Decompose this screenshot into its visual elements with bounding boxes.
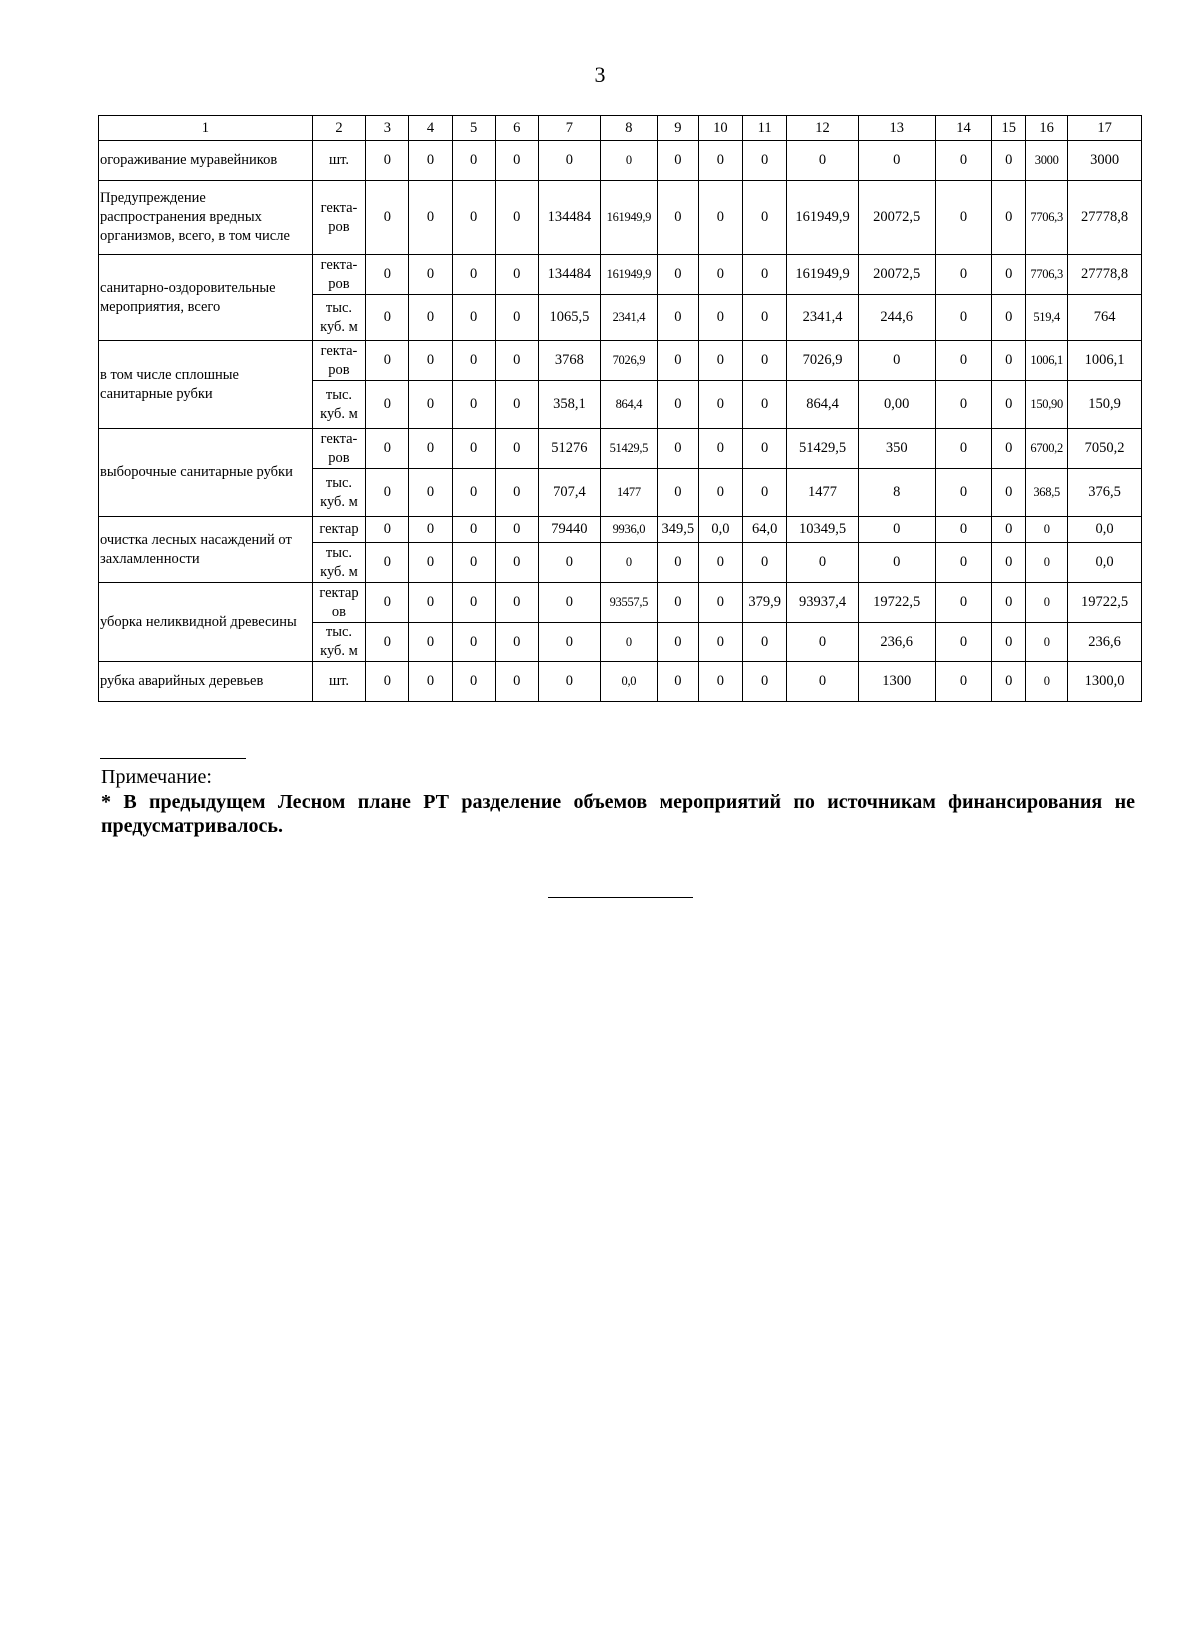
measure-name-cell: Предупреждение распространения вредных организмов, всего, в том числе xyxy=(99,181,313,255)
unit-cell: тыс. куб. м xyxy=(312,543,366,583)
table-row xyxy=(99,583,1142,623)
value-cell: 0 xyxy=(1026,583,1068,623)
value-cell: 0 xyxy=(366,583,409,623)
end-rule xyxy=(548,897,693,898)
value-cell: 0 xyxy=(452,517,495,543)
value-cell: 764 xyxy=(1068,295,1142,341)
value-cell: 0 xyxy=(743,381,787,429)
value-cell: 0 xyxy=(366,662,409,702)
value-cell: 0 xyxy=(698,181,742,255)
value-cell: 0 xyxy=(698,543,742,583)
value-cell: 161949,9 xyxy=(787,255,859,295)
value-cell: 0 xyxy=(698,341,742,381)
measure-name-cell: огораживание муравейников xyxy=(99,141,313,181)
value-cell: 0 xyxy=(409,381,452,429)
value-cell: 0 xyxy=(452,295,495,341)
value-cell: 0 xyxy=(495,341,538,381)
value-cell: 0 xyxy=(992,517,1026,543)
value-cell: 0 xyxy=(366,141,409,181)
value-cell: 0 xyxy=(409,255,452,295)
header-cell: 16 xyxy=(1026,116,1068,141)
unit-cell: шт. xyxy=(312,662,366,702)
value-cell: 7050,2 xyxy=(1068,429,1142,469)
value-cell: 244,6 xyxy=(858,295,935,341)
header-cell: 1 xyxy=(99,116,313,141)
value-cell: 236,6 xyxy=(1068,623,1142,662)
value-cell: 51429,5 xyxy=(600,429,657,469)
measure-name-cell: рубка аварийных деревьев xyxy=(99,662,313,702)
unit-cell: тыс. куб. м xyxy=(312,295,366,341)
unit-cell: тыс. куб. м xyxy=(312,623,366,662)
value-cell: 0 xyxy=(992,381,1026,429)
value-cell: 0 xyxy=(787,662,859,702)
value-cell: 0 xyxy=(452,543,495,583)
value-cell: 236,6 xyxy=(858,623,935,662)
value-cell: 0 xyxy=(743,181,787,255)
value-cell: 0 xyxy=(409,429,452,469)
value-cell: 0 xyxy=(657,469,698,517)
value-cell: 8 xyxy=(858,469,935,517)
unit-cell: гекта-ров xyxy=(312,255,366,295)
note-text: * В предыдущем Лесном плане РТ разделение объемов мероприятий по источникам финансирования не предусматривалось. xyxy=(101,791,1135,837)
value-cell: 0 xyxy=(743,429,787,469)
value-cell: 0 xyxy=(657,543,698,583)
header-cell: 10 xyxy=(698,116,742,141)
value-cell: 0 xyxy=(787,141,859,181)
value-cell: 0 xyxy=(935,295,992,341)
value-cell: 0 xyxy=(409,141,452,181)
value-cell: 0 xyxy=(1026,517,1068,543)
value-cell: 0 xyxy=(935,341,992,381)
value-cell: 0 xyxy=(600,543,657,583)
value-cell: 0 xyxy=(409,543,452,583)
value-cell: 0 xyxy=(698,662,742,702)
unit-cell: гектар xyxy=(312,517,366,543)
value-cell: 368,5 xyxy=(1026,469,1068,517)
value-cell: 0 xyxy=(858,517,935,543)
value-cell: 0 xyxy=(657,341,698,381)
value-cell: 0 xyxy=(657,255,698,295)
value-cell: 864,4 xyxy=(600,381,657,429)
value-cell: 0 xyxy=(409,583,452,623)
header-cell: 12 xyxy=(787,116,859,141)
value-cell: 0 xyxy=(935,662,992,702)
value-cell: 0 xyxy=(992,141,1026,181)
value-cell: 0 xyxy=(935,583,992,623)
value-cell: 0 xyxy=(495,543,538,583)
value-cell: 64,0 xyxy=(743,517,787,543)
header-cell: 17 xyxy=(1068,116,1142,141)
value-cell: 0 xyxy=(743,623,787,662)
note-title: Примечание: xyxy=(101,766,212,788)
measure-name-cell: в том числе сплошные санитарные рубки xyxy=(99,341,313,429)
value-cell: 0 xyxy=(538,543,600,583)
value-cell: 0 xyxy=(935,543,992,583)
header-cell: 13 xyxy=(858,116,935,141)
value-cell: 0 xyxy=(698,295,742,341)
value-cell: 1477 xyxy=(787,469,859,517)
value-cell: 9936,0 xyxy=(600,517,657,543)
value-cell: 0 xyxy=(992,623,1026,662)
value-cell: 0 xyxy=(409,469,452,517)
value-cell: 0 xyxy=(992,341,1026,381)
value-cell: 0 xyxy=(698,381,742,429)
value-cell: 0 xyxy=(495,517,538,543)
value-cell: 379,9 xyxy=(743,583,787,623)
header-cell: 2 xyxy=(312,116,366,141)
value-cell: 0 xyxy=(787,623,859,662)
value-cell: 0 xyxy=(366,543,409,583)
unit-cell: гекта-ров xyxy=(312,181,366,255)
value-cell: 161949,9 xyxy=(600,255,657,295)
value-cell: 0 xyxy=(409,295,452,341)
value-cell: 0 xyxy=(452,341,495,381)
forest-measures-table xyxy=(98,115,1142,702)
value-cell: 93557,5 xyxy=(600,583,657,623)
value-cell: 27778,8 xyxy=(1068,181,1142,255)
value-cell: 0 xyxy=(495,623,538,662)
value-cell: 0,0 xyxy=(600,662,657,702)
header-cell: 11 xyxy=(743,116,787,141)
value-cell: 0 xyxy=(992,469,1026,517)
value-cell: 3000 xyxy=(1026,141,1068,181)
value-cell: 0 xyxy=(495,141,538,181)
value-cell: 20072,5 xyxy=(858,181,935,255)
value-cell: 7026,9 xyxy=(787,341,859,381)
value-cell: 0 xyxy=(452,662,495,702)
value-cell: 376,5 xyxy=(1068,469,1142,517)
value-cell: 0 xyxy=(698,583,742,623)
value-cell: 51276 xyxy=(538,429,600,469)
value-cell: 0 xyxy=(538,623,600,662)
value-cell: 864,4 xyxy=(787,381,859,429)
value-cell: 0,0 xyxy=(1068,517,1142,543)
value-cell: 0 xyxy=(1026,543,1068,583)
value-cell: 707,4 xyxy=(538,469,600,517)
value-cell: 161949,9 xyxy=(600,181,657,255)
value-cell: 0 xyxy=(657,583,698,623)
value-cell: 0 xyxy=(787,543,859,583)
value-cell: 1065,5 xyxy=(538,295,600,341)
value-cell: 1300,0 xyxy=(1068,662,1142,702)
value-cell: 0 xyxy=(366,255,409,295)
value-cell: 0 xyxy=(452,583,495,623)
header-cell: 3 xyxy=(366,116,409,141)
value-cell: 0 xyxy=(366,469,409,517)
value-cell: 0 xyxy=(366,295,409,341)
value-cell: 134484 xyxy=(538,181,600,255)
value-cell: 0 xyxy=(698,429,742,469)
value-cell: 150,9 xyxy=(1068,381,1142,429)
page-number: 3 xyxy=(594,62,606,87)
value-cell: 349,5 xyxy=(657,517,698,543)
value-cell: 150,90 xyxy=(1026,381,1068,429)
value-cell: 0 xyxy=(698,255,742,295)
value-cell: 0 xyxy=(935,623,992,662)
value-cell: 0,0 xyxy=(1068,543,1142,583)
value-cell: 0 xyxy=(935,429,992,469)
value-cell: 0 xyxy=(366,181,409,255)
measure-name-cell: санитарно-оздоровительные мероприятия, всего xyxy=(99,255,313,341)
value-cell: 7706,3 xyxy=(1026,255,1068,295)
value-cell: 0 xyxy=(992,295,1026,341)
unit-cell: тыс. куб. м xyxy=(312,381,366,429)
value-cell: 1300 xyxy=(858,662,935,702)
value-cell: 0 xyxy=(657,295,698,341)
value-cell: 0 xyxy=(495,295,538,341)
value-cell: 0 xyxy=(935,517,992,543)
value-cell: 0 xyxy=(657,381,698,429)
measure-name-cell: очистка лесных насаждений от захламленности xyxy=(99,517,313,583)
value-cell: 0 xyxy=(743,341,787,381)
value-cell: 0,00 xyxy=(858,381,935,429)
table-row xyxy=(99,181,1142,255)
footnote-separator xyxy=(100,758,246,759)
header-cell: 4 xyxy=(409,116,452,141)
value-cell: 0 xyxy=(992,662,1026,702)
value-cell: 0 xyxy=(495,583,538,623)
measure-name-cell: уборка неликвидной древесины xyxy=(99,583,313,662)
value-cell: 358,1 xyxy=(538,381,600,429)
value-cell: 0 xyxy=(992,583,1026,623)
header-cell: 5 xyxy=(452,116,495,141)
value-cell: 0 xyxy=(743,543,787,583)
value-cell: 1477 xyxy=(600,469,657,517)
value-cell: 19722,5 xyxy=(1068,583,1142,623)
value-cell: 0 xyxy=(743,295,787,341)
value-cell: 0 xyxy=(743,141,787,181)
value-cell: 0 xyxy=(600,623,657,662)
value-cell: 0 xyxy=(452,623,495,662)
value-cell: 0 xyxy=(366,381,409,429)
table-row xyxy=(99,141,1142,181)
table-row xyxy=(99,341,1142,381)
unit-cell: гекта-ров xyxy=(312,341,366,381)
value-cell: 79440 xyxy=(538,517,600,543)
value-cell: 10349,5 xyxy=(787,517,859,543)
value-cell: 2341,4 xyxy=(787,295,859,341)
value-cell: 350 xyxy=(858,429,935,469)
value-cell: 0 xyxy=(657,429,698,469)
value-cell: 0 xyxy=(698,623,742,662)
value-cell: 2341,4 xyxy=(600,295,657,341)
header-cell: 6 xyxy=(495,116,538,141)
unit-cell: гектар ов xyxy=(312,583,366,623)
table-row xyxy=(99,429,1142,469)
value-cell: 0 xyxy=(366,623,409,662)
table-body xyxy=(99,116,1142,702)
value-cell: 0 xyxy=(935,141,992,181)
value-cell: 0 xyxy=(657,623,698,662)
value-cell: 0 xyxy=(858,341,935,381)
value-cell: 0 xyxy=(538,141,600,181)
header-cell: 8 xyxy=(600,116,657,141)
value-cell: 0 xyxy=(366,429,409,469)
value-cell: 0 xyxy=(992,429,1026,469)
value-cell: 0 xyxy=(452,255,495,295)
value-cell: 0 xyxy=(743,662,787,702)
value-cell: 0 xyxy=(743,255,787,295)
value-cell: 19722,5 xyxy=(858,583,935,623)
header-cell: 7 xyxy=(538,116,600,141)
value-cell: 0 xyxy=(600,141,657,181)
table-row xyxy=(99,517,1142,543)
value-cell: 3768 xyxy=(538,341,600,381)
value-cell: 161949,9 xyxy=(787,181,859,255)
value-cell: 3000 xyxy=(1068,141,1142,181)
value-cell: 93937,4 xyxy=(787,583,859,623)
value-cell: 0 xyxy=(935,381,992,429)
value-cell: 0 xyxy=(1026,623,1068,662)
value-cell: 0 xyxy=(495,381,538,429)
value-cell: 0 xyxy=(992,255,1026,295)
value-cell: 0 xyxy=(409,181,452,255)
value-cell: 0 xyxy=(366,341,409,381)
value-cell: 0 xyxy=(409,517,452,543)
value-cell: 0 xyxy=(858,543,935,583)
value-cell: 0 xyxy=(495,469,538,517)
measure-name-cell: выборочные санитарные рубки xyxy=(99,429,313,517)
header-cell: 9 xyxy=(657,116,698,141)
value-cell: 0 xyxy=(935,181,992,255)
value-cell: 0 xyxy=(992,543,1026,583)
value-cell: 0 xyxy=(698,469,742,517)
value-cell: 51429,5 xyxy=(787,429,859,469)
value-cell: 6700,2 xyxy=(1026,429,1068,469)
value-cell: 0 xyxy=(858,141,935,181)
value-cell: 1006,1 xyxy=(1068,341,1142,381)
header-cell: 14 xyxy=(935,116,992,141)
value-cell: 0 xyxy=(452,469,495,517)
value-cell: 134484 xyxy=(538,255,600,295)
value-cell: 0 xyxy=(409,662,452,702)
value-cell: 27778,8 xyxy=(1068,255,1142,295)
header-row xyxy=(99,116,1142,141)
value-cell: 0 xyxy=(657,662,698,702)
value-cell: 0 xyxy=(538,662,600,702)
value-cell: 0 xyxy=(495,255,538,295)
value-cell: 0 xyxy=(452,429,495,469)
unit-cell: гекта-ров xyxy=(312,429,366,469)
value-cell: 0 xyxy=(698,141,742,181)
value-cell: 0 xyxy=(409,341,452,381)
value-cell: 0 xyxy=(743,469,787,517)
table-row xyxy=(99,662,1142,702)
value-cell: 0 xyxy=(452,181,495,255)
value-cell: 0 xyxy=(495,429,538,469)
value-cell: 20072,5 xyxy=(858,255,935,295)
unit-cell: шт. xyxy=(312,141,366,181)
value-cell: 0 xyxy=(657,141,698,181)
value-cell: 0 xyxy=(495,662,538,702)
header-cell: 15 xyxy=(992,116,1026,141)
value-cell: 1006,1 xyxy=(1026,341,1068,381)
value-cell: 0 xyxy=(495,181,538,255)
value-cell: 7026,9 xyxy=(600,341,657,381)
value-cell: 0 xyxy=(409,623,452,662)
value-cell: 0 xyxy=(935,255,992,295)
value-cell: 0 xyxy=(992,181,1026,255)
value-cell: 0 xyxy=(935,469,992,517)
value-cell: 0 xyxy=(452,141,495,181)
value-cell: 7706,3 xyxy=(1026,181,1068,255)
unit-cell: тыс. куб. м xyxy=(312,469,366,517)
value-cell: 0 xyxy=(657,181,698,255)
value-cell: 519,4 xyxy=(1026,295,1068,341)
value-cell: 0 xyxy=(538,583,600,623)
value-cell: 0,0 xyxy=(698,517,742,543)
value-cell: 0 xyxy=(1026,662,1068,702)
value-cell: 0 xyxy=(452,381,495,429)
table-row xyxy=(99,255,1142,295)
value-cell: 0 xyxy=(366,517,409,543)
